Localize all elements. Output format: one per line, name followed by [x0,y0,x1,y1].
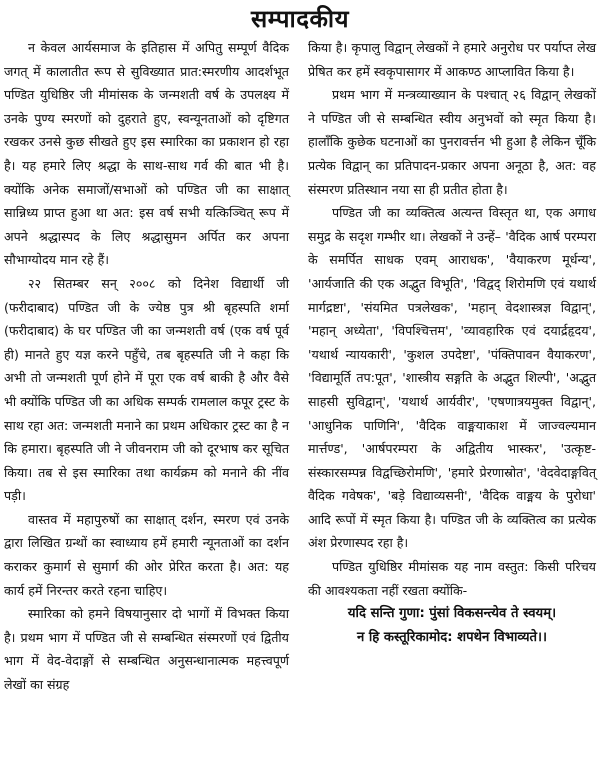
page-title: सम्पादकीय [250,5,350,33]
right-column [308,36,596,649]
paragraph-personality: पण्डित जी का व्यक्तित्व अत्यन्त विस्तृत था, एक अगाध समुद्र के सदृश गम्भीर था। लेखकों ने उन्हें– 'वैदिक आर्ष परम्परा के समर्पित साधक एवम् आराधक', 'वैयाकरण मूर्धन्य', 'आर्यजाति की एक अद्भुत विभूति', 'विद्वद् शिरोमणि एवं यथार्थ मार्गद्रष्टा', 'संयमित पत्रलेखक', 'महान् वेदशास्त्रज्ञ विद्वान्', 'महान् अध्येता', 'विपश्चित्तम', 'व्यावहारिक एवं दयार्द्रहृदय', 'यथार्थ न्यायकारी', 'कुशल उपदेष्टा', 'पंक्तिपावन वैयाकरण', 'विद्यामूर्ति तप:पूत', 'शास्त्रीय सङ्गति के अद्भुत शिल्पी', 'अद्भुत साहसी सुविद्वान्', 'यथार्थ आर्यवीर', 'एषणात्रयमुक्त विद्वान्', 'आधुनिक पाणिनि', 'वैदिक वाङ्मयाकाश में जाज्वल्यमान मार्त्तण्ड', 'आर्षपरम्परा के अद्वितीय भास्कर', 'उत्कृष्ट-संस्कारसम्पन्न विद्वच्छिरोमणि', 'हमारे प्रेरणास्रोत', 'वेदवेदाङ्गवित् वैदिक गवेषक', 'बड़े विद्याव्यसनी', 'वैदिक वाङ्मय के पुरोधा' आदि रूपों में स्मृत किया है। पण्डित जी के व्यक्तित्व का प्रत्येक अंश प्रेरणास्पद रहा है। [308,205,596,551]
verse-line-1: यदि सन्ति गुणा: पुंसां विकसन्त्येव ते स्वयम्। [347,606,557,622]
paragraph-structure: स्मारिका को हमने विषयानुसार दो भागों में विभक्त किया है। प्रथम भाग में पण्डित जी से सम्बन्धित संस्मरणों एवं द्वितीय भाग में वेद-वेदाङ्गों से सम्बन्धित अनुसन्धानात्मक महत्त्वपूर्ण लेखों का संग्रह [4,606,289,693]
paragraph-background: २२ सितम्बर सन् २००८ को दिनेश विद्यार्थी जी (फरीदाबाद) पण्डित जी के ज्येष्ठ पुत्र श्री बृहस्पति शर्मा (फरीदाबाद) के घर पण्डित जी का जन्मशती वर्ष (एक वर्ष पूर्व ही) मानते हुए यज्ञ करने पहुँचे, तब बृहस्पति जी ने कहा कि अभी तो जन्मशती पूर्ण होने में पूरा एक वर्ष बाकी है और वैसे भी क्योंकि पण्डित जी का अधिक सम्पर्क रामलाल कपूर ट्रस्ट के साथ रहा अत: जन्मशती मनाने का प्रथम अधिकार ट्रस्ट का है न कि हमारा। बृहस्पति जी ने जीवनराम जी को दूरभाष कर सूचित किया। तब से इस स्मारिका तथा कार्यक्रम को मनाने की नींव पड़ी। [4,275,289,504]
paragraph-introduction: पण्डित युधिष्ठिर मीमांसक यह नाम वस्तुत: किसी परिचय की आवश्यकता नहीं रखता क्योंकि- [308,559,596,598]
paragraph-purpose: वास्तव में महापुरुषों का साक्षात् दर्शन, स्मरण एवं उनके द्वारा लिखित ग्रन्थों का स्वाध्याय हमें हमारी न्यूनताओं का दर्शन कराकर कुमार्ग से सुमार्ग की ओर प्रेरित करता है। अत: यह कार्य हमें निरन्तर करते रहना चाहिए। [4,511,289,598]
paragraph-part-one: प्रथम भाग में मन्त्रव्याख्यान के पश्चात् २६ विद्वान् लेखकों ने पण्डित जी से सम्बन्धित स्वीय अनुभवों को स्मृत किया है। हालाँकि कुछेक घटनाओं का पुनरावर्त्तन भी हुआ है लेकिन चूँकि प्रत्येक विद्वान् का प्रतिपादन-प्रकार अपना अनूठा है, अत: वह संस्मरण प्रतिस्थान नया सा ही प्रतीत होता है। [308,87,596,197]
verse-line-2: न हि कस्तूरिकामोद: शपथेन विभाव्यते।। [356,629,548,645]
paragraph-structure-continued: किया है। कृपालु विद्वान् लेखकों ने हमारे अनुरोध पर पर्याप्त लेख प्रेषित कर हमें स्वकृपासागर में आकण्ठ आप्लावित किया है। [308,40,596,79]
left-column [4,36,289,697]
paragraph-intro: न केवल आर्यसमाज के इतिहास में अपितु सम्पूर्ण वैदिक जगत् में कालातीत रूप से सुविख्यात प्रात:स्मरणीय आदर्शभूत पण्डित युधिष्ठिर जी मीमांसक के जन्मशती वर्ष के उपलक्ष्य में उनके पुण्य स्मरणों को दुहराते हुए, स्वन्यूनताओं को दृष्टिगत रखकर उनसे कुछ सीखते हुए इस स्मारिका का प्रकाशन हो रहा है। यह हमारे लिए श्रद्धा के साथ-साथ गर्व की बात भी है। क्योंकि अनेक समाजों/सभाओं को पण्डित जी का साक्षात् सान्निध्य प्राप्त हुआ था अत: इस वर्ष सभी यत्किञ्चित् रूप में अपने श्रद्धास्पद के लिए श्रद्धासुमन अर्पित कर अपना सौभाग्योदय मान रहे हैं। [4,40,289,268]
